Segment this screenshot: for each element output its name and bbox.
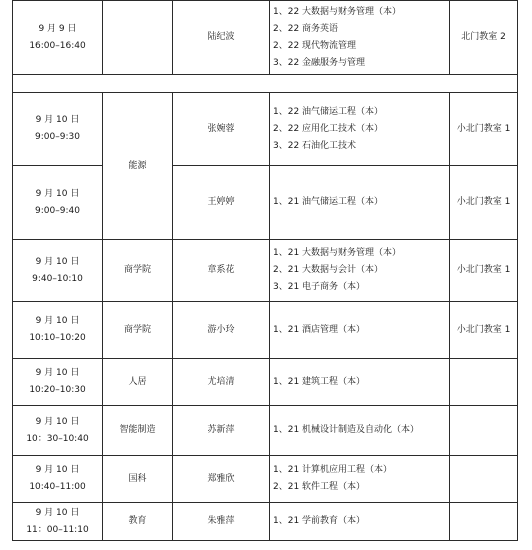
unit-cell [103, 1, 173, 75]
room-cell: 小北门教室 1 [450, 240, 518, 302]
date-text: 9 月 9 日 [38, 23, 77, 34]
person-cell: 苏新萍 [173, 406, 270, 456]
time-cell [13, 240, 103, 302]
time-range-text: 9:00–9:40 [35, 205, 80, 216]
table-row [13, 240, 518, 302]
time-range-text: 10:10–10:20 [29, 333, 86, 343]
person-cell: 游小玲 [173, 302, 270, 359]
unit-cell: 商学院 [103, 302, 173, 359]
person-cell: 张婉蓉 [173, 93, 270, 166]
majors-cell [270, 456, 450, 503]
major-item: 3、22 金融服务与管理 [273, 57, 366, 68]
major-item: 2、22 应用化工技术（本） [273, 123, 384, 134]
table-row [13, 1, 518, 75]
major-item: 2、21 大数据与会计（本） [273, 265, 384, 275]
room-cell: 小北门教室 1 [450, 302, 518, 359]
time-range-text: 11：00–11:10 [26, 524, 89, 535]
date-text: 9 月 10 日 [35, 465, 80, 475]
separator-row [13, 75, 518, 93]
time-cell [13, 302, 103, 359]
table-row [13, 93, 518, 166]
majors-cell [270, 166, 450, 240]
majors-cell [270, 406, 450, 456]
major-item: 1、21 学前教育（本） [273, 516, 366, 526]
unit-cell: 能源 [103, 93, 173, 240]
time-range-text: 10:20–10:30 [29, 385, 86, 395]
time-cell [13, 503, 103, 541]
unit-cell: 教育 [103, 503, 173, 541]
majors-cell [270, 302, 450, 359]
room-cell [450, 406, 518, 456]
time-cell [13, 1, 103, 75]
person-cell: 朱雅萍 [173, 503, 270, 541]
room-cell: 北门教室 2 [450, 1, 518, 75]
person-cell: 陆纪波 [173, 1, 270, 75]
major-item: 1、21 机械设计制造及自动化（本） [273, 425, 420, 435]
unit-cell: 人居 [103, 359, 173, 406]
time-cell [13, 93, 103, 166]
date-text: 9 月 10 日 [35, 507, 80, 518]
time-range-text: 9:00–9:30 [35, 132, 80, 142]
person-cell: 王婷婷 [173, 166, 270, 240]
major-item: 1、21 油气储运工程（本） [273, 197, 384, 207]
major-item: 1、21 建筑工程（本） [273, 376, 366, 387]
major-item: 1、21 大数据与财务管理（本） [273, 248, 402, 258]
major-item: 1、21 酒店管理（本） [273, 324, 366, 335]
majors-cell [270, 1, 450, 75]
major-item: 2、22 现代物流管理 [273, 40, 357, 51]
date-text: 9 月 10 日 [35, 115, 80, 125]
major-item: 1、21 计算机应用工程（本） [273, 465, 393, 475]
time-cell [13, 166, 103, 240]
date-text: 9 月 10 日 [35, 188, 80, 199]
table-row [13, 456, 518, 503]
separator-cell [13, 75, 518, 93]
majors-cell [270, 93, 450, 166]
schedule-table [12, 0, 518, 541]
time-cell [13, 406, 103, 456]
unit-cell: 商学院 [103, 240, 173, 302]
person-cell: 郑雅欣 [173, 456, 270, 503]
major-item: 3、22 石油化工技术 [273, 140, 357, 151]
major-item: 1、22 油气储运工程（本） [273, 106, 384, 117]
date-text: 9 月 10 日 [35, 368, 80, 378]
room-cell: 小北门教室 1 [450, 93, 518, 166]
time-cell [13, 359, 103, 406]
unit-cell: 国科 [103, 456, 173, 503]
majors-cell [270, 503, 450, 541]
majors-cell [270, 359, 450, 406]
room-cell: 小北门教室 1 [450, 166, 518, 240]
room-cell [450, 359, 518, 406]
table-row [13, 302, 518, 359]
person-cell: 尤培清 [173, 359, 270, 406]
date-text: 9 月 10 日 [35, 416, 80, 427]
time-range-text: 16:00–16:40 [29, 40, 86, 51]
time-cell [13, 456, 103, 503]
time-range-text: 9:40–10:10 [32, 273, 83, 284]
table-row [13, 166, 518, 240]
person-cell: 章系花 [173, 240, 270, 302]
unit-cell: 智能制造 [103, 406, 173, 456]
major-item: 3、21 电子商务（本） [273, 282, 366, 292]
date-text: 9 月 10 日 [35, 256, 80, 267]
table-row [13, 503, 518, 541]
time-range-text: 10：30–10:40 [26, 433, 89, 444]
room-cell [450, 503, 518, 541]
room-cell [450, 456, 518, 503]
majors-cell [270, 240, 450, 302]
table-row [13, 406, 518, 456]
major-item: 2、21 软件工程（本） [273, 482, 366, 492]
table-row [13, 359, 518, 406]
time-range-text: 10:40–11:00 [29, 482, 86, 492]
major-item: 1、22 大数据与财务管理（本） [273, 6, 402, 17]
date-text: 9 月 10 日 [35, 316, 80, 326]
major-item: 2、22 商务英语 [273, 23, 339, 34]
